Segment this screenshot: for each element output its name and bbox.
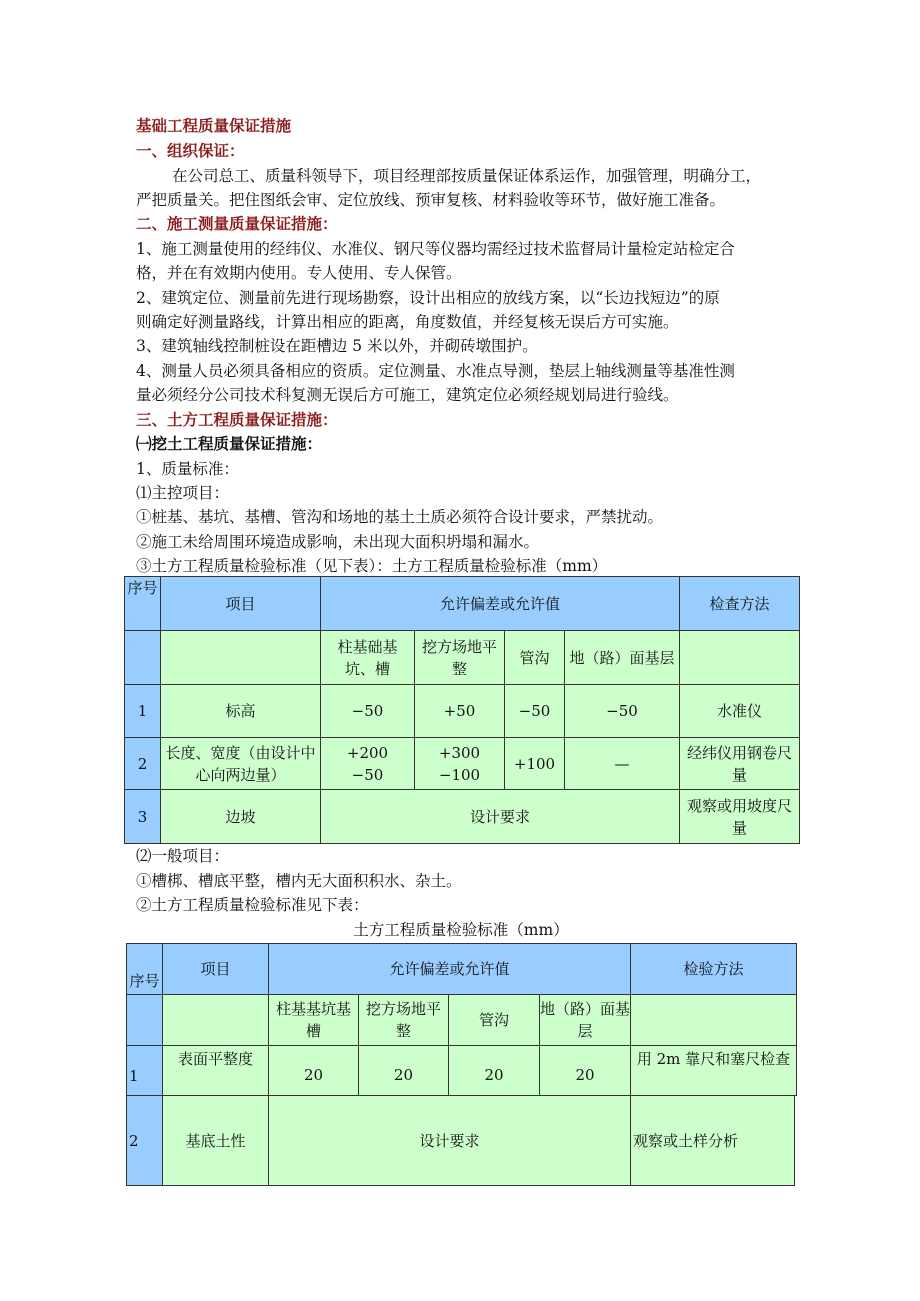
section-2-line: 则确定好测量路线，计算出相应的距离，角度数值，并经复核无误后方可实施。 bbox=[136, 313, 679, 331]
row-no bbox=[126, 1095, 163, 1186]
row-item: 标高 bbox=[161, 685, 321, 738]
section-3-line: 1、质量标准： bbox=[136, 460, 239, 478]
subheader-cell: 管沟 bbox=[505, 631, 565, 685]
row-value bbox=[358, 1045, 449, 1096]
subheader-label: 管沟 bbox=[478, 1011, 509, 1029]
subheader-cell bbox=[539, 994, 631, 1046]
row-value-label: 20 bbox=[484, 1065, 504, 1084]
row-item-label: 表面平整度 bbox=[177, 1050, 253, 1068]
empty-cell bbox=[125, 631, 161, 685]
subheader-label: 地（路）面基层 bbox=[540, 1000, 631, 1040]
subheader-label: 柱基基坑基槽 bbox=[275, 1000, 351, 1040]
section-2-line: 量必须经分公司技术科复测无误后方可施工，建筑定位必须经规划局进行验线。 bbox=[136, 386, 679, 404]
quality-table-1 bbox=[124, 576, 800, 844]
row-item: 长度、宽度（由设计中心向两边量） bbox=[161, 738, 321, 790]
section-3-line: ②施工未给周围环境造成影响，未出现大面积坍塌和漏水。 bbox=[136, 533, 540, 551]
row-method-label: 用 2m 靠尺和塞尺检查 bbox=[636, 1050, 791, 1068]
header-item: 项目 bbox=[161, 577, 321, 631]
row-method bbox=[630, 1095, 795, 1186]
doc-title: 基础工程质量保证措施 bbox=[136, 117, 292, 135]
row-method: 观察或用坡度尺量 bbox=[680, 790, 800, 844]
row-no: 3 bbox=[125, 790, 161, 844]
value-lower: −50 bbox=[351, 765, 384, 784]
row-value-label: 20 bbox=[303, 1065, 324, 1084]
empty-cell bbox=[161, 631, 321, 685]
row-item: 边坡 bbox=[161, 790, 321, 844]
row-no: 2 bbox=[125, 738, 161, 790]
row-value-label: 20 bbox=[575, 1065, 595, 1084]
row-item bbox=[162, 1095, 269, 1186]
row-no: 1 bbox=[125, 685, 161, 738]
row-value bbox=[539, 1045, 631, 1096]
row-value: +100 bbox=[505, 738, 565, 790]
row-merged-value: 设计要求 bbox=[321, 790, 680, 844]
table-row bbox=[125, 738, 800, 790]
subheader-cell bbox=[358, 994, 449, 1046]
section-3-line: ③土方工程质量检验标准（见下表）：土方工程质量检验标准（mm） bbox=[136, 557, 608, 575]
section-1-para-line: 在公司总工、质量科领导下，项目经理部按质量保证体系运作，加强管理，明确分工， bbox=[172, 167, 762, 185]
row-value: −50 bbox=[565, 685, 680, 738]
header-method-label: 检验方法 bbox=[683, 960, 744, 978]
header-method: 检查方法 bbox=[680, 577, 800, 631]
subheader-cell bbox=[448, 994, 540, 1046]
header-no: 序号 bbox=[125, 577, 161, 631]
section-3-line: ①桩基、基坑、基槽、管沟和场地的基土土质必须符合设计要求，严禁扰动。 bbox=[136, 508, 664, 526]
section-2-line: 格，并在有效期内使用。专人使用、专人保管。 bbox=[136, 264, 462, 282]
row-value: −50 bbox=[321, 685, 415, 738]
header-no-label: 序号 bbox=[129, 972, 160, 990]
section-2-heading: 二、施工测量质量保证措施： bbox=[136, 215, 338, 233]
section-1-para-line: 严把质量关。把住图纸会审、定位放线、预审复核、材料验收等环节，做好施工准备。 bbox=[136, 191, 726, 209]
row-value bbox=[268, 1045, 359, 1096]
row-no bbox=[126, 1045, 163, 1096]
header-tolerance: 允许偏差或允许值 bbox=[321, 577, 680, 631]
section-2-line: 3、建筑轴线控制桩设在距槽边 5 米以外，并砌砖墩围护。 bbox=[136, 337, 538, 355]
row-item bbox=[162, 1045, 269, 1096]
section-2-line: 1、施工测量使用的经纬仪、水准仪、钢尺等仪器均需经过技术监督局计量检定站检定合 bbox=[136, 240, 735, 258]
row-method-label: 观察或土样分析 bbox=[633, 1131, 739, 1150]
row-value: −50 bbox=[505, 685, 565, 738]
table-row bbox=[125, 790, 800, 844]
header-item-label: 项目 bbox=[200, 960, 231, 978]
row-value bbox=[321, 738, 415, 790]
section-1-heading: 一、组织保证： bbox=[136, 142, 245, 160]
section-2-line: 4、测量人员必须具备相应的资质。定位测量、水准点导测，垫层上轴线测量等基准性测 bbox=[136, 362, 735, 380]
section-3-heading: 三、土方工程质量保证措施： bbox=[136, 411, 338, 429]
row-value bbox=[415, 738, 505, 790]
header-method bbox=[630, 943, 797, 995]
subheader-cell: 地（路）面基层 bbox=[565, 631, 680, 685]
row-value-label: 20 bbox=[393, 1065, 414, 1084]
empty-cell bbox=[630, 994, 797, 1046]
row-item-label: 基底土性 bbox=[185, 1131, 246, 1150]
general-items-line: ①槽梆、槽底平整，槽内无大面积积水、杂土。 bbox=[136, 872, 462, 890]
value-lower: −100 bbox=[438, 765, 481, 784]
value-upper: +200 bbox=[346, 743, 389, 762]
row-value bbox=[448, 1045, 540, 1096]
empty-cell bbox=[126, 994, 163, 1046]
table-2-caption: 土方工程质量检验标准（mm） bbox=[353, 921, 569, 939]
general-items-line: ⑵一般项目： bbox=[136, 847, 230, 865]
section-2-line: 2、建筑定位、测量前先进行现场勘察，设计出相应的放线方案，以“长边找短边”的原 bbox=[136, 289, 720, 307]
row-no-label: 1 bbox=[129, 1066, 139, 1085]
subheader-cell: 柱基础基坑、槽 bbox=[321, 631, 415, 685]
header-tolerance-label: 允许偏差或允许值 bbox=[389, 960, 510, 978]
row-value: +50 bbox=[415, 685, 505, 738]
header-tolerance bbox=[268, 943, 631, 995]
subheader-label: 挖方场地平整 bbox=[365, 1000, 441, 1040]
row-value: — bbox=[565, 738, 680, 790]
row-method: 水准仪 bbox=[680, 685, 800, 738]
empty-cell bbox=[680, 631, 800, 685]
row-merged-label: 设计要求 bbox=[419, 1131, 480, 1150]
header-item bbox=[162, 943, 269, 995]
header-no bbox=[126, 943, 163, 995]
table-row bbox=[125, 685, 800, 738]
value-upper: +300 bbox=[438, 743, 481, 762]
subheader-cell bbox=[268, 994, 359, 1046]
row-no-label: 2 bbox=[129, 1131, 139, 1150]
subheader-cell: 挖方场地平整 bbox=[415, 631, 505, 685]
section-3-line: ⑴主控项目： bbox=[136, 484, 230, 502]
section-3-subheading: ㈠挖土工程质量保证措施： bbox=[136, 435, 323, 453]
row-method: 经纬仪用钢卷尺量 bbox=[680, 738, 800, 790]
general-items-line: ②土方工程质量检验标准见下表： bbox=[136, 896, 369, 914]
row-method bbox=[630, 1045, 797, 1096]
row-merged-value bbox=[268, 1095, 631, 1186]
empty-cell bbox=[162, 994, 269, 1046]
